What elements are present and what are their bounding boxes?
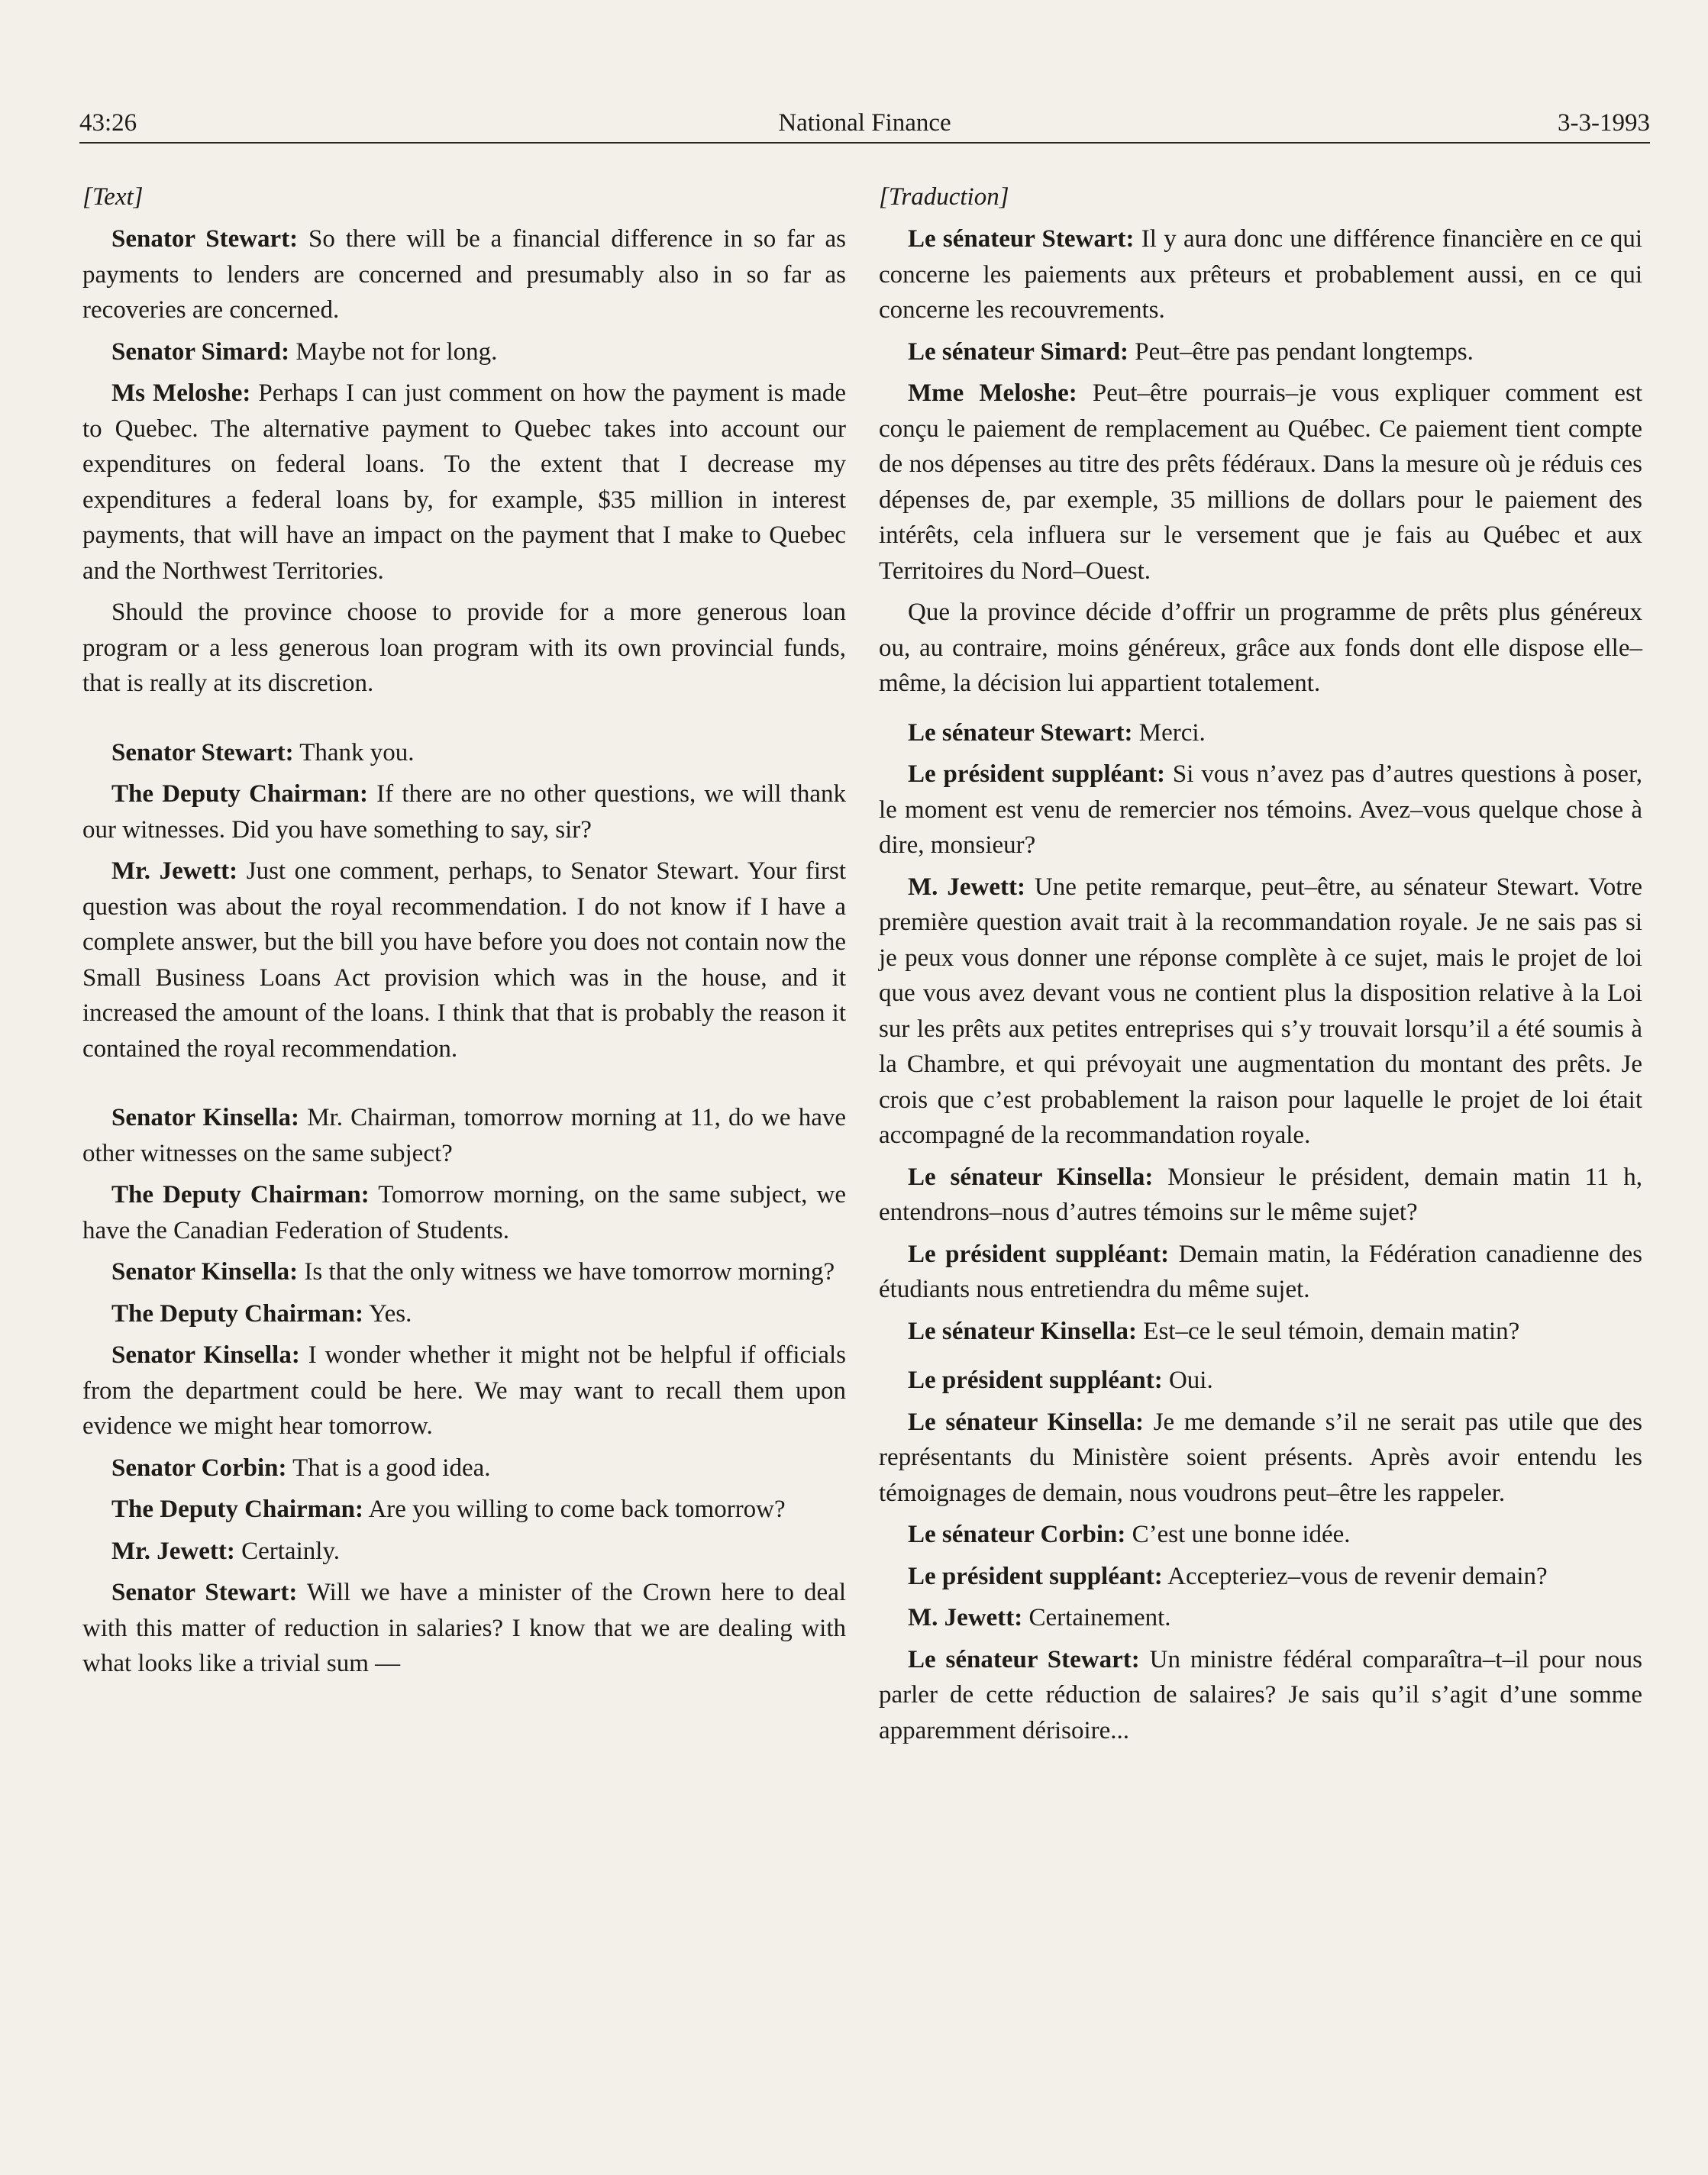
speaker-name: Le sénateur Kinsella: bbox=[908, 1163, 1154, 1191]
speaker-name: Senator Stewart: bbox=[111, 225, 299, 253]
speaker-name: Senator Simard: bbox=[111, 337, 290, 366]
transcript-paragraph bbox=[879, 1363, 1642, 1399]
transcript-paragraph bbox=[82, 735, 846, 771]
speaker-name: Le président suppléant: bbox=[908, 1367, 1163, 1394]
transcript-paragraph bbox=[879, 595, 1642, 702]
transcript-paragraph bbox=[879, 376, 1642, 589]
speech-text: Certainly. bbox=[241, 1537, 341, 1565]
speech-text: C’est une bonne idée. bbox=[1132, 1521, 1351, 1548]
transcript-paragraph bbox=[82, 1254, 846, 1290]
speaker-name: Le sénateur Stewart: bbox=[908, 718, 1133, 747]
speaker-name: Le sénateur Simard: bbox=[908, 337, 1129, 366]
language-label: [Traduction] bbox=[879, 183, 1009, 211]
speech-text: Mr. Chairman, tomorrow morning at 11, do we have other witnesses on the same subject? bbox=[82, 1104, 847, 1167]
speech-text: Un ministre fédéral comparaîtra–t–il pour nous parler de cette réduction de salaires? Je sais qu’il s’agit d’une somme apparemment dérisoire... bbox=[879, 1645, 1643, 1744]
transcript-paragraph bbox=[879, 757, 1642, 863]
transcript-paragraph bbox=[82, 1492, 846, 1528]
speech-text: Si vous n’avez pas d’autres questions à poser, le moment est venu de remercier nos témoins. Avez–vous quelque chose à dire, monsieur? bbox=[879, 760, 1642, 859]
speaker-name: Senator Kinsella: bbox=[111, 1341, 300, 1369]
speaker-name: Mme Meloshe: bbox=[908, 379, 1077, 407]
transcript-paragraph bbox=[879, 1600, 1642, 1636]
speech-text: Perhaps I can just comment on how the payment is made to Quebec. The alternative payment to Quebec takes into account our expenditures on federal loans. To the extent that I decrease my expenditures a federal loans by, for example, $35 million in interest payments, that will have an impact on the payment that I make to Quebec and the Northwest Territories. bbox=[82, 379, 846, 585]
transcript-paragraph bbox=[879, 715, 1642, 751]
speaker-name: Senator Kinsella: bbox=[111, 1104, 300, 1131]
issue-date: 3-3-1993 bbox=[1558, 109, 1650, 137]
speech-text: Are you willing to come back tomorrow? bbox=[368, 1496, 786, 1523]
speaker-name: Senator Stewart: bbox=[111, 738, 294, 766]
transcript-paragraph bbox=[879, 221, 1642, 328]
transcript-paragraph bbox=[82, 1296, 846, 1332]
english-column bbox=[82, 182, 846, 1682]
speech-text: Il y aura donc une différence financière en ce qui concerne les paiements aux prêteurs et probablement aussi, en ce qui concerne les recouvrements. bbox=[879, 225, 1642, 324]
speech-text: I wonder whether it might not be helpful if officials from the department could be here. We may want to recall them upon evidence we might hear tomorrow. bbox=[82, 1341, 846, 1440]
speech-text: Will we have a minister of the Crown here to deal with this matter of reduction in salaries? I know that we are dealing with what looks like a trivial sum — bbox=[82, 1579, 847, 1677]
page-number: 43:26 bbox=[79, 109, 137, 137]
french-column bbox=[879, 182, 1642, 1748]
transcript-paragraph bbox=[879, 1405, 1642, 1512]
speech-text: Je me demande s’il ne serait pas utile que des représentants du Ministère soient présents. Après avoir entendu les témoignages de demain, nous voudrons peut–être les rappeler. bbox=[879, 1408, 1643, 1507]
speaker-name: Ms Meloshe: bbox=[111, 379, 251, 407]
speaker-name: Senator Kinsella: bbox=[111, 1258, 299, 1286]
speaker-name: Le sénateur Stewart: bbox=[908, 1645, 1140, 1673]
transcript-paragraph bbox=[879, 334, 1642, 370]
speaker-name: M. Jewett: bbox=[908, 873, 1025, 901]
speaker-name: Mr. Jewett: bbox=[111, 1537, 235, 1565]
transcript-paragraph bbox=[82, 854, 846, 1067]
speech-text: Monsieur le président, demain matin 11 h, entendrons–nous d’autres témoins sur le même sujet? bbox=[879, 1163, 1643, 1226]
transcript-paragraph bbox=[82, 776, 846, 847]
speech-text: Should the province choose to provide for a more generous loan program or a less generous loan program with its own provincial funds, that is really at its discretion. bbox=[82, 599, 846, 697]
transcript-paragraph bbox=[82, 1100, 846, 1171]
transcript-paragraph bbox=[82, 1451, 846, 1486]
transcript-paragraph bbox=[82, 595, 846, 702]
speech-text: Oui. bbox=[1168, 1367, 1213, 1394]
transcript-paragraph bbox=[879, 1517, 1642, 1553]
speaker-name: The Deputy Chairman: bbox=[111, 1496, 364, 1523]
speaker-name: M. Jewett: bbox=[908, 1604, 1023, 1631]
speech-text: Que la province décide d’offrir un programme de prêts plus généreux ou, au contraire, moins généreux, grâce aux fonds dont elle dispose elle–même, la décision lui appartient totalement. bbox=[879, 599, 1642, 697]
speaker-name: Le président suppléant: bbox=[908, 760, 1166, 788]
transcript-paragraph bbox=[879, 1160, 1642, 1231]
speech-text: Maybe not for long. bbox=[295, 337, 498, 366]
transcript-paragraph bbox=[82, 1338, 846, 1444]
speaker-name: Le président suppléant: bbox=[908, 1240, 1170, 1268]
transcript-paragraph bbox=[82, 1177, 846, 1248]
transcript-paragraph bbox=[879, 1237, 1642, 1308]
speaker-name: Le président suppléant: bbox=[908, 1562, 1163, 1590]
transcript-paragraph bbox=[879, 870, 1642, 1154]
speaker-name: The Deputy Chairman: bbox=[111, 1299, 364, 1328]
transcript-paragraph bbox=[82, 1575, 846, 1682]
speaker-name: Senator Corbin: bbox=[111, 1454, 287, 1482]
publication-title: National Finance bbox=[778, 109, 951, 137]
speech-text: Peut–être pas pendant longtemps. bbox=[1135, 337, 1474, 366]
speaker-name: Le sénateur Corbin: bbox=[908, 1521, 1126, 1548]
transcript-paragraph bbox=[879, 1314, 1642, 1350]
speech-text: Peut–être pourrais–je vous expliquer comment est conçu le paiement de remplacement au Québec. Ce paiement tient compte de nos dépenses au titre des prêts fédéraux. Dans la mesure où je réduis ces dépenses de, par exemple, 35 millions de dollars pour le paiement des intérêts, cela influera sur le versement que je fais au Québec et aux Territoires du Nord–Ouest. bbox=[879, 379, 1643, 585]
speech-text: Thank you. bbox=[299, 738, 415, 766]
running-header bbox=[79, 98, 1650, 144]
speech-text: Is that the only witness we have tomorrow morning? bbox=[304, 1258, 835, 1286]
speech-text: Accepteriez–vous de revenir demain? bbox=[1167, 1562, 1548, 1590]
speaker-name: Le sénateur Kinsella: bbox=[908, 1408, 1144, 1436]
speaker-name: The Deputy Chairman: bbox=[111, 1181, 370, 1209]
speech-text: Tomorrow morning, on the same subject, we have the Canadian Federation of Students. bbox=[82, 1181, 846, 1244]
speaker-name: The Deputy Chairman: bbox=[111, 780, 368, 808]
transcript-paragraph bbox=[82, 376, 846, 589]
speech-text: If there are no other questions, we will thank our witnesses. Did you have something to say, sir? bbox=[82, 780, 846, 844]
speech-text: So there will be a financial difference in so far as payments to lenders are concerned and presumably also in so far as recoveries are concerned. bbox=[82, 225, 847, 324]
speaker-name: Senator Stewart: bbox=[111, 1579, 298, 1606]
transcript-paragraph bbox=[879, 1642, 1642, 1749]
language-label: [Text] bbox=[82, 183, 144, 211]
speech-text: Merci. bbox=[1138, 718, 1206, 747]
speech-text: Est–ce le seul témoin, demain matin? bbox=[1143, 1317, 1520, 1345]
speaker-name: Mr. Jewett: bbox=[111, 857, 238, 885]
speaker-name: Le sénateur Stewart: bbox=[908, 225, 1135, 253]
transcript-paragraph bbox=[82, 1534, 846, 1570]
speech-text: Une petite remarque, peut–être, au sénateur Stewart. Votre première question avait trait à la recommandation royale. Je ne sais pas si je peux vous donner une réponse complète à ce sujet, mais le projet de loi que vous avez devant vous ne contient plus la disposition relative à la Loi sur les prêts aux petites entreprises qui s’y trouvait lorsqu’il a été soumis à la Chambre, et qui prévoyait une augmentation du montant des prêts. Je crois que c’est probablement la raison pour laquelle le projet de loi était accompagné de la recommandation royale. bbox=[879, 873, 1642, 1149]
speech-text: Just one comment, perhaps, to Senator Stewart. Your first question was about the royal recommendation. I do not know if I have a complete answer, but the bill you have before you does not contain now the Small Business Loans Act provision which was in the house, and it increased the amount of the loans. I think that that is probably the reason it contained the royal recommendation. bbox=[82, 857, 847, 1063]
transcript-paragraph bbox=[82, 221, 846, 328]
transcript-paragraph bbox=[879, 1559, 1642, 1595]
speech-text: Demain matin, la Fédération canadienne des étudiants nous entretiendra du même sujet. bbox=[879, 1240, 1642, 1303]
speaker-name: Le sénateur Kinsella: bbox=[908, 1317, 1138, 1345]
transcript-paragraph bbox=[82, 334, 846, 370]
speech-text: Yes. bbox=[369, 1299, 412, 1328]
speech-text: Certainement. bbox=[1028, 1604, 1171, 1631]
speech-text: That is a good idea. bbox=[292, 1454, 491, 1482]
